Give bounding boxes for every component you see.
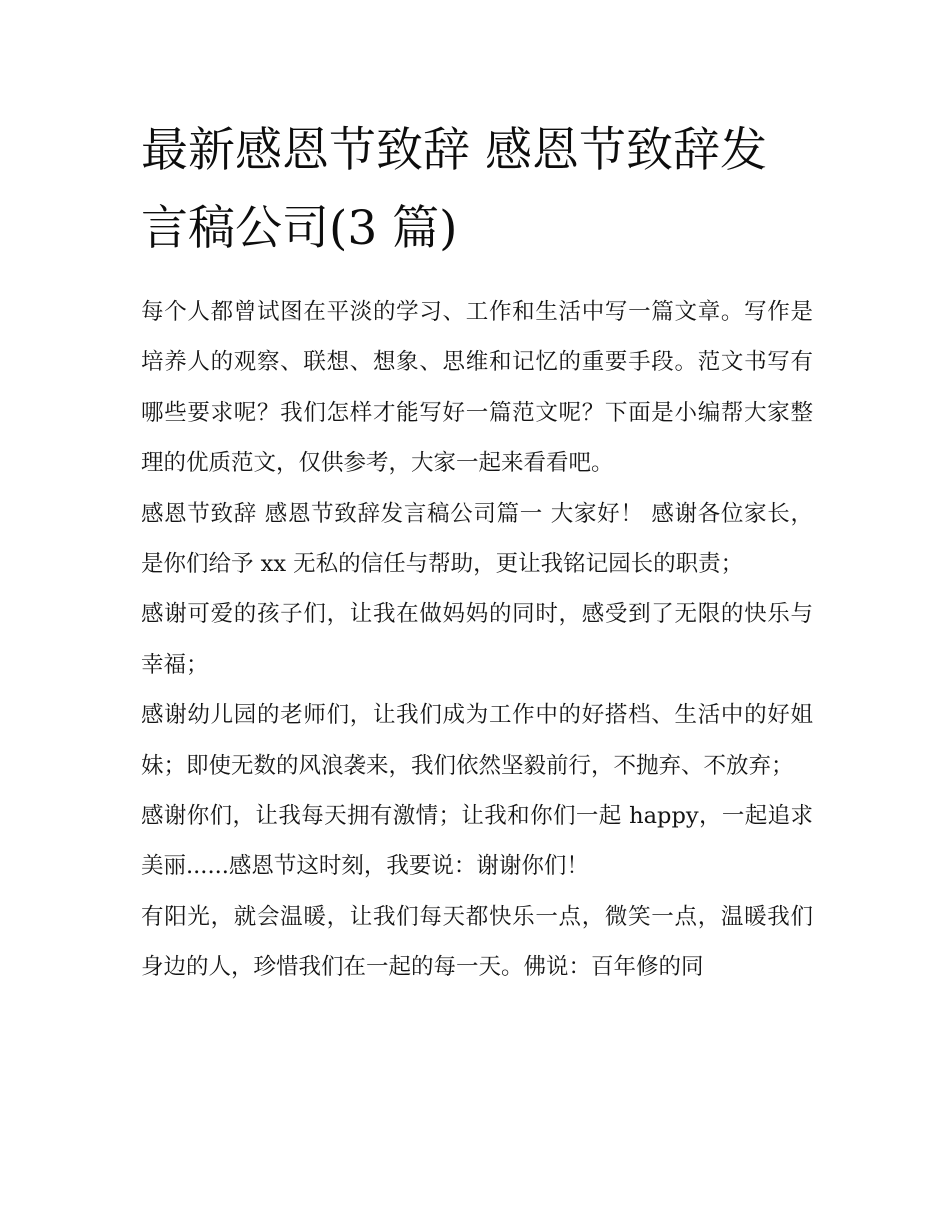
paragraph-greeting: 感恩节致辞 感恩节致辞发言稿公司篇一 大家好！ 感谢各位家长，是你们给予 xx 无私的信任与帮助，更让我铭记园长的职责； [141, 500, 813, 578]
document-body [141, 287, 813, 993]
paragraph-teachers: 感谢幼儿园的老师们，让我们成为工作中的好搭档、生活中的好姐妹；即使无数的风浪袭来，我们依然坚毅前行，不抛弃、不放弃； [141, 702, 813, 779]
document-title: 最新感恩节致辞 感恩节致辞发言稿公司(3 篇) [141, 123, 767, 256]
paragraph-thanks: 感谢你们，让我每天拥有激情；让我和你们一起 happy，一起追求美丽......感恩节这时刻，我要说：谢谢你们！ [141, 803, 813, 880]
paragraph-intro: 每个人都曾试图在平淡的学习、工作和生活中写一篇文章。写作是培养人的观察、联想、想象、思维和记忆的重要手段。范文书写有哪些要求呢？我们怎样才能写好一篇范文呢？下面是小编帮大家整理的优质范文，仅供参考，大家一起来看看吧。 [141, 299, 813, 477]
paragraph-children: 感谢可爱的孩子们，让我在做妈妈的同时，感受到了无限的快乐与幸福； [141, 601, 813, 678]
paragraph-sunshine: 有阳光，就会温暖，让我们每天都快乐一点，微笑一点，温暖我们身边的人，珍惜我们在一起的每一天。佛说：百年修的同 [141, 903, 813, 981]
document-content [141, 112, 813, 993]
